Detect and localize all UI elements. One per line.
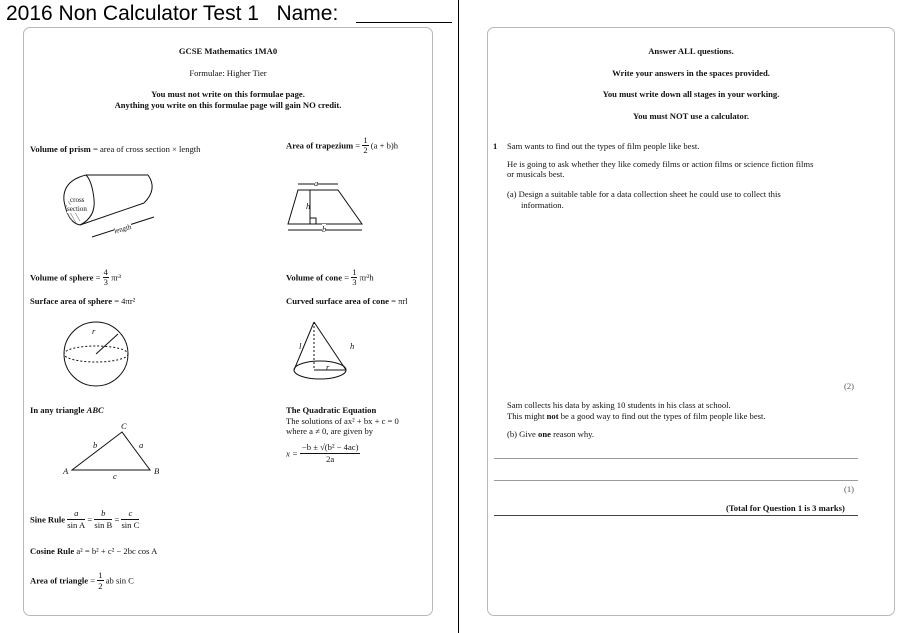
sphere-volume-rest: πr³ [111, 272, 121, 283]
trapezium-formula [286, 136, 398, 155]
sine-eq-2: = [114, 514, 120, 525]
sine-eq-1: = [87, 514, 93, 525]
sine-den-b: sin B [94, 520, 113, 530]
sine-fraction-b [94, 508, 112, 531]
sine-num-a: a [67, 508, 85, 520]
sphere-radius [96, 334, 118, 354]
quadratic-line2: where a ≠ 0, are given by [286, 426, 374, 436]
cone-l-label: l [299, 341, 302, 351]
triangle-shape [72, 432, 150, 470]
sine-den-c: sin C [121, 520, 140, 530]
formula-warning-2: Anything you write on this formulae page will gain NO credit. [114, 100, 342, 110]
quadratic-num: −b ± √(b² − 4ac) [301, 442, 359, 452]
triangle-c: c [113, 471, 117, 481]
name-label: Name: [276, 2, 339, 25]
formula-warning-1: You must not write on this formulae page. [151, 89, 305, 99]
sphere-area-label: Surface area of sphere [30, 296, 113, 306]
triangle-label: In any triangle [30, 405, 85, 415]
collect-line-2-post: be a good way to find out the types of film people like best. [560, 411, 766, 421]
trapezium-b-label: b [322, 224, 327, 234]
triangle-heading [30, 405, 104, 415]
collect-line-2-bold: not [546, 411, 559, 421]
quadratic-den: 2a [326, 454, 335, 464]
instruction-4: You must NOT use a calculator. [632, 111, 750, 121]
prism-cross-label: cross [70, 196, 85, 204]
cone-area-label: Curved surface area of cone [286, 296, 389, 306]
collect-line-2-pre: This might [507, 411, 545, 421]
cone-volume-num: 1 [352, 267, 357, 277]
sphere-volume-label: Volume of sphere [30, 272, 94, 283]
marks-b: (1) [844, 484, 855, 494]
area-triangle-den: 2 [98, 581, 103, 591]
answer-line-1[interactable] [494, 458, 858, 459]
trapezium-rest: (a + b)h [370, 140, 399, 151]
area-triangle-label: Area of triangle [30, 575, 89, 586]
quadratic-label: The Quadratic Equation [286, 405, 377, 415]
area-triangle-rest: ab sin C [105, 575, 134, 586]
formula-heading: GCSE Mathematics 1MA0 [178, 46, 278, 56]
cosine-rule [30, 546, 157, 556]
marks-a: (2) [844, 381, 855, 391]
page-divider [458, 0, 459, 633]
triangle-name: ABC [86, 405, 104, 415]
sine-rule [30, 508, 139, 531]
cone-volume-eq: = [344, 272, 350, 283]
cone-volume-label: Volume of cone [286, 272, 343, 283]
quadratic-formula [286, 442, 360, 465]
part-b-bold: one [538, 429, 551, 439]
sine-num-b: b [94, 508, 112, 520]
part-b-pre: (b) Give [507, 429, 536, 439]
part-a-line-1: (a) Design a suitable table for a data collection sheet he could use to collect this [507, 189, 781, 199]
cone-volume-rest: πr²h [359, 272, 374, 283]
sine-fraction-a [67, 508, 85, 531]
sphere-area-text: = 4πr² [114, 296, 136, 306]
prism-formula [30, 144, 200, 154]
sphere-r-label: r [92, 326, 96, 336]
collect-line-2 [507, 411, 766, 421]
question-page [487, 27, 895, 616]
test-title: 2016 Non Calculator Test 1 [6, 2, 259, 25]
sphere-diagram [62, 320, 132, 390]
quadratic-line1: The solutions of ax² + bx + c = 0 [286, 416, 399, 426]
sine-num-c: c [121, 508, 139, 520]
sphere-area-formula [30, 296, 135, 306]
trapezium-den: 2 [363, 145, 368, 155]
cone-area-formula [286, 296, 408, 306]
name-underline [356, 22, 452, 23]
trapezium-right-angle [310, 218, 316, 224]
trapezium-num: 1 [363, 135, 368, 145]
quadratic-fraction [300, 442, 361, 465]
instruction-1: Answer ALL questions. [648, 46, 734, 56]
prism-formula-text: = area of cross section × length [92, 144, 201, 154]
trapezium-a-label: a [314, 178, 319, 188]
cone-sides [294, 322, 346, 370]
instruction-2: Write your answers in the spaces provided. [612, 68, 770, 78]
area-triangle-fraction [97, 570, 103, 591]
triangle-A: A [63, 466, 69, 476]
cone-volume-fraction [351, 268, 357, 287]
part-a-answer-area[interactable] [507, 218, 867, 374]
question-line-1: Sam wants to find out the types of film people like best. [507, 141, 700, 151]
trapezium-label: Area of trapezium [286, 140, 354, 151]
cosine-rule-label: Cosine Rule [30, 546, 75, 556]
formulae-page [23, 27, 433, 616]
cone-diagram [288, 318, 368, 388]
trapezium-h-label: h [306, 201, 311, 211]
triangle-C: C [121, 421, 127, 431]
prism-section-label: section [67, 205, 87, 213]
quadratic-x: x = [286, 448, 298, 459]
cone-r-label: r [326, 362, 330, 372]
sphere-volume-den: 3 [103, 277, 108, 287]
part-b [507, 429, 594, 439]
sphere-volume-fraction [103, 268, 109, 287]
part-b-post: reason why. [553, 429, 595, 439]
area-triangle-formula [30, 570, 134, 591]
prism-label: Volume of prism [30, 144, 91, 154]
cone-area-text: = πrl [391, 296, 408, 306]
formula-subheading: Formulae: Higher Tier [189, 68, 267, 78]
instruction-3: You must write down all stages in your working. [602, 89, 780, 99]
sphere-volume-num: 4 [103, 267, 108, 277]
sine-den-a: sin A [67, 520, 86, 530]
answer-line-2[interactable] [494, 480, 858, 481]
triangle-B: B [154, 466, 160, 476]
cone-volume-den: 3 [352, 277, 357, 287]
question-line-2: He is going to ask whether they like comedy films or action films or science fiction films [507, 159, 814, 169]
trapezium-shape [288, 190, 362, 224]
area-triangle-eq: = [90, 575, 96, 586]
sine-rule-label: Sine Rule [30, 514, 66, 525]
trapezium-diagram [282, 180, 372, 238]
cone-h-label: h [350, 341, 355, 351]
triangle-a: a [139, 440, 144, 450]
question-line-3: or musicals best. [507, 169, 565, 179]
trapezium-eq: = [355, 140, 361, 151]
part-a-line-2: information. [521, 200, 564, 210]
prism-end-face [144, 175, 152, 203]
total-marks: (Total for Question 1 is 3 marks) [726, 503, 845, 513]
page-title [6, 2, 338, 26]
triangle-b: b [93, 440, 98, 450]
question-number: 1 [493, 141, 498, 151]
total-underline [494, 515, 858, 516]
sphere-volume-eq: = [95, 272, 101, 283]
trapezium-fraction [362, 136, 368, 155]
collect-line-1: Sam collects his data by asking 10 students in his class at school. [507, 400, 731, 410]
sphere-volume-formula [30, 268, 121, 287]
sine-fraction-c [121, 508, 139, 531]
cosine-rule-text: a² = b² + c² − 2bc cos A [76, 546, 158, 556]
prism-length-label: length [113, 222, 133, 236]
cone-volume-formula [286, 268, 374, 287]
triangle-diagram [68, 428, 158, 476]
area-triangle-num: 1 [98, 570, 103, 580]
